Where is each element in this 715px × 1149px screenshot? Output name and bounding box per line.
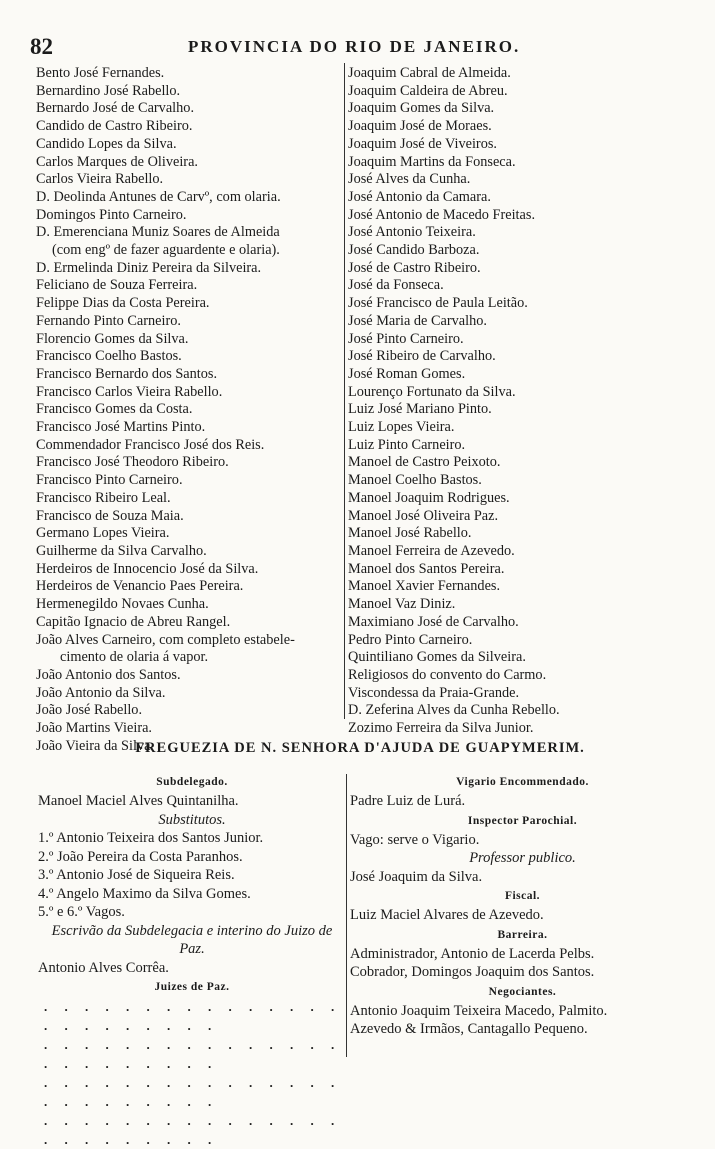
- list-item: Francisco Carlos Vieira Rabello.: [36, 383, 223, 400]
- professor-name: José Joaquim da Silva.: [350, 868, 483, 885]
- list-item: Bento José Fernandes.: [36, 65, 165, 81]
- names-left-column: [36, 65, 341, 755]
- list-item: Candido Lopes da Silva.: [36, 135, 177, 152]
- list-item: Francisco Pinto Carneiro.: [36, 472, 183, 489]
- list-item: Manoel Joaquim Rodrigues.: [348, 489, 510, 506]
- list-item: Francisco Coelho Bastos.: [36, 348, 182, 365]
- list-item: José Alves da Cunha.: [348, 171, 471, 188]
- column-divider: [346, 774, 347, 1057]
- list-item: José Pinto Carneiro.: [348, 330, 464, 347]
- section-left-column: [38, 772, 346, 1149]
- list-item: Bernardino José Rabello.: [36, 82, 181, 99]
- list-item: José Maria de Carvalho.: [348, 312, 487, 329]
- list-item: Quintiliano Gomes da Silveira.: [348, 649, 526, 666]
- list-item: José Antonio Teixeira.: [348, 224, 476, 241]
- list-item: Manoel José Rabello.: [348, 525, 472, 542]
- list-item: João Alves Carneiro, com completo estabele-: [36, 631, 295, 648]
- escrivao-heading: Escrivão da Subdelegacia e interino do Juizo de Paz.: [51, 922, 333, 957]
- list-item: D. Emerenciana Muniz Soares de Almeida: [36, 224, 280, 241]
- dot-leader: . . . . . . . . . . . . . . . . . . . . . . . .: [44, 1037, 342, 1071]
- list-item: José Antonio da Camara.: [348, 188, 491, 205]
- list-item: Bernardo José de Carvalho.: [36, 100, 195, 117]
- list-item: João Martins Vieira.: [36, 720, 153, 737]
- list-item: João Vieira da Silva.: [36, 737, 154, 754]
- dot-leader: . . . . . . . . . . . . . . . . . . . . . . . .: [44, 999, 342, 1033]
- list-item: 2.º João Pereira da Costa Paranhos.: [38, 848, 243, 865]
- page-title: PROVINCIA DO RIO DE JANEIRO.: [188, 37, 521, 56]
- list-item: Francisco Gomes da Costa.: [36, 401, 193, 418]
- list-item: João Antonio dos Santos.: [36, 666, 181, 683]
- list-item: Germano Lopes Vieira.: [36, 525, 170, 542]
- list-item: José Candido Barboza.: [348, 242, 480, 259]
- list-item: Administrador, Antonio de Lacerda Pelbs.: [350, 945, 595, 962]
- juizes-heading: Juizes de Paz.: [154, 981, 230, 993]
- list-item: Candido de Castro Ribeiro.: [36, 118, 193, 135]
- list-item: Viscondessa da Praia-Grande.: [348, 684, 520, 701]
- list-item: Pedro Pinto Carneiro.: [348, 631, 473, 648]
- fiscal-name: Luiz Maciel Alvares de Azevedo.: [350, 907, 544, 923]
- list-item: Commendador Francisco José dos Reis.: [36, 436, 265, 453]
- list-item: Zozimo Ferreira da Silva Junior.: [348, 720, 534, 737]
- substitutos-heading: Substitutos.: [158, 811, 226, 828]
- list-item: José de Castro Ribeiro.: [348, 259, 481, 276]
- list-item: José Francisco de Paula Leitão.: [348, 295, 528, 312]
- vigario-name: Padre Luiz de Lurá.: [350, 793, 466, 809]
- barreira-heading: Barreira.: [497, 928, 548, 941]
- list-item: Capitão Ignacio de Abreu Rangel.: [36, 613, 231, 630]
- dot-leader: . . . . . . . . . . . . . . . . . . . . . . . .: [44, 1113, 342, 1147]
- list-item: Cobrador, Domingos Joaquim dos Santos.: [350, 964, 595, 980]
- list-item: (com engº de fazer aguardente e olaria).: [52, 242, 280, 259]
- list-item: Carlos Vieira Rabello.: [36, 171, 164, 188]
- inspector-heading: Inspector Parochial.: [467, 814, 578, 827]
- list-item: Joaquim José de Moraes.: [348, 118, 492, 135]
- list-item: 4.º Angelo Maximo da Silva Gomes.: [38, 885, 251, 902]
- list-item: 1.º Antonio Teixeira dos Santos Junior.: [38, 830, 264, 846]
- list-item: Francisco José Theodoro Ribeiro.: [36, 454, 229, 471]
- list-item: Joaquim Caldeira de Abreu.: [348, 82, 508, 99]
- names-right-column: [348, 65, 693, 738]
- list-item: Lourenço Fortunato da Silva.: [348, 383, 516, 400]
- page-number: 82: [30, 34, 53, 59]
- list-item: Manoel Ferreira de Azevedo.: [348, 542, 515, 559]
- list-item: Luiz José Mariano Pinto.: [348, 401, 492, 418]
- section-title: FREGUEZIA DE N. SENHORA D'AJUDA DE GUAPYMERIM.: [135, 740, 585, 756]
- list-item: Joaquim José de Viveiros.: [348, 135, 497, 152]
- list-item: 5.º e 6.º Vagos.: [38, 904, 125, 920]
- subdelegado-name: Manoel Maciel Alves Quintanilha.: [38, 793, 239, 809]
- list-item: Azevedo & Irmãos, Cantagallo Pequeno.: [350, 1021, 588, 1037]
- dot-leader: . . . . . . . . . . . . . . . . . . . . . . . .: [44, 1075, 342, 1109]
- list-item: João Antonio da Silva.: [36, 684, 166, 701]
- list-item: Manoel Coelho Bastos.: [348, 472, 482, 489]
- list-item: Luiz Lopes Vieira.: [348, 419, 455, 436]
- list-item: Joaquim Martins da Fonseca.: [348, 153, 516, 170]
- list-item: D. Zeferina Alves da Cunha Rebello.: [348, 702, 560, 719]
- negociantes-heading: Negociantes.: [488, 985, 557, 998]
- list-item: Francisco de Souza Maia.: [36, 507, 184, 524]
- list-item: Herdeiros de Innocencio José da Silva.: [36, 560, 259, 577]
- list-item: Hermenegildo Novaes Cunha.: [36, 596, 209, 613]
- list-item: Religiosos do convento do Carmo.: [348, 666, 547, 683]
- list-item: Fernando Pinto Carneiro.: [36, 312, 181, 329]
- escrivao-name: Antonio Alves Corrêa.: [38, 959, 169, 976]
- list-item: Joaquim Cabral de Almeida.: [348, 65, 511, 81]
- list-item: José da Fonseca.: [348, 277, 444, 294]
- list-item: Francisco Bernardo dos Santos.: [36, 365, 218, 382]
- list-item: Felippe Dias da Costa Pereira.: [36, 295, 210, 312]
- list-item: Domingos Pinto Carneiro.: [36, 206, 187, 223]
- list-item: Feliciano de Souza Ferreira.: [36, 277, 198, 294]
- list-item: José Roman Gomes.: [348, 365, 466, 382]
- list-item: Guilherme da Silva Carvalho.: [36, 542, 207, 559]
- column-divider: [344, 63, 345, 719]
- list-item: Francisco Ribeiro Leal.: [36, 489, 171, 506]
- page-header: [30, 34, 690, 60]
- list-item: Joaquim Gomes da Silva.: [348, 100, 495, 117]
- list-item: Manoel dos Santos Pereira.: [348, 560, 505, 577]
- list-item: Herdeiros de Venancio Paes Pereira.: [36, 578, 244, 595]
- list-item: Manoel de Castro Peixoto.: [348, 454, 501, 471]
- subdelegado-heading: Subdelegado.: [156, 776, 228, 788]
- list-item: Maximiano José de Carvalho.: [348, 613, 519, 630]
- list-item: Manoel Vaz Diniz.: [348, 596, 456, 613]
- list-item: Antonio Joaquim Teixeira Macedo, Palmito.: [350, 1002, 608, 1019]
- list-item: D. Ermelinda Diniz Pereira da Silveira.: [36, 259, 262, 276]
- list-item: José Antonio de Macedo Freitas.: [348, 206, 536, 223]
- list-item: Francisco José Martins Pinto.: [36, 419, 206, 436]
- section-right-column: [350, 772, 695, 1039]
- list-item: Florencio Gomes da Silva.: [36, 330, 189, 347]
- list-item: João José Rabello.: [36, 702, 143, 719]
- list-item: Manoel Xavier Fernandes.: [348, 578, 501, 595]
- list-item: Carlos Marques de Oliveira.: [36, 153, 198, 170]
- list-item: cimento de olaria á vapor.: [60, 649, 209, 666]
- list-item: Manoel José Oliveira Paz.: [348, 507, 499, 524]
- list-item: José Ribeiro de Carvalho.: [348, 348, 496, 365]
- list-item: Luiz Pinto Carneiro.: [348, 436, 466, 453]
- fiscal-heading: Fiscal.: [504, 890, 541, 902]
- list-item: 3.º Antonio José de Siqueira Reis.: [38, 867, 235, 883]
- vigario-heading: Vigario Encommendado.: [456, 776, 589, 788]
- inspector-name: Vago: serve o Vigario.: [350, 831, 480, 848]
- list-item: D. Deolinda Antunes de Carvº, com olaria.: [36, 188, 281, 205]
- professor-heading: Professor publico.: [469, 850, 576, 866]
